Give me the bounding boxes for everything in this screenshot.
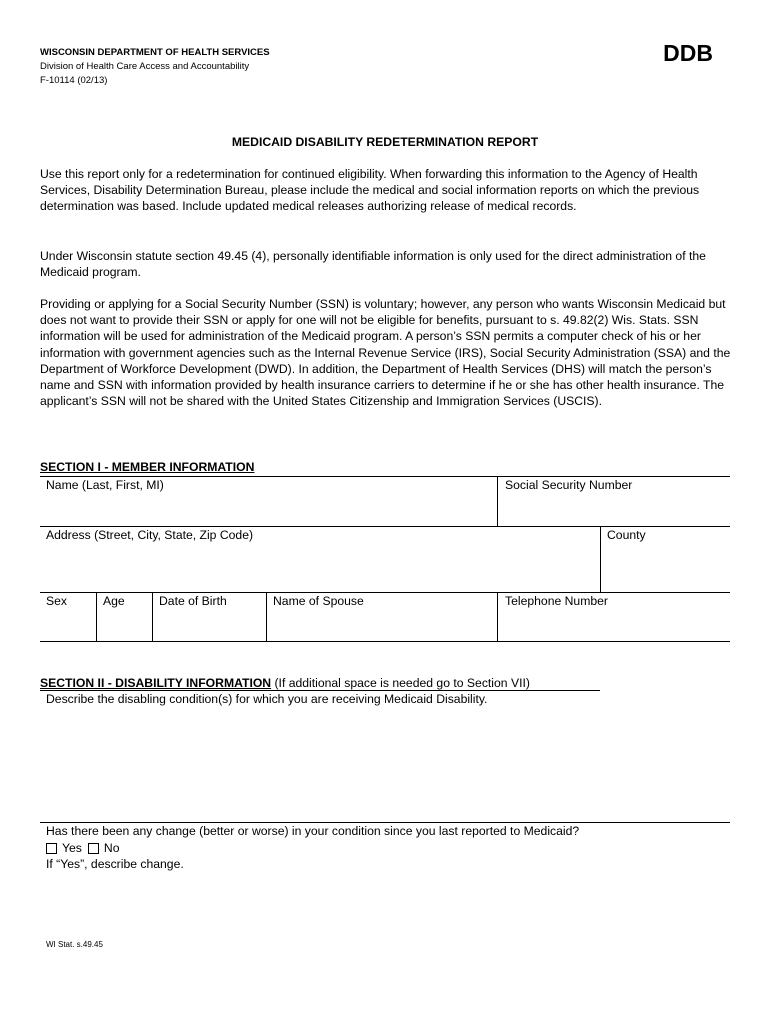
- yes-option[interactable]: [46, 841, 82, 855]
- section1-heading: SECTION I - MEMBER INFORMATION: [40, 460, 255, 474]
- section1-top-rule: [40, 476, 730, 477]
- divider: [96, 592, 97, 641]
- divider: [497, 476, 498, 526]
- section2-top-rule: [40, 690, 600, 691]
- intro-paragraph-1: Use this report only for a redetermination for continued eligibility. When forwarding this information to the Agency of Health Services, Disability Determination Bureau, please include the medical and social information reports on which the previous determination was based. Include updated medical releases authorizing release of medical records.: [40, 167, 700, 214]
- change-options: [46, 841, 125, 855]
- intro-paragraph-3: Providing or applying for a Social Security Number (SSN) is voluntary; however, any person who wants Wisconsin Medicaid but does not want to provide their SSN or apply for one will not be eligible for benefits, pursuant to s. 49.82(2) Wis. Stats. SSN information will be used for administration of the Medicaid program. A person’s SSN permits a computer check of his or her information with government agencies such as the Internal Revenue Service (IRS), Social Security Administration (SSA) and the Department of Workforce Development (DWD). In addition, the Department of Health Services (DHS) will match the person’s name and SSN with information provided by health insurance carriers to determine if he or she has other health insurance. The applicant’s SSN will not be shared with the United States Citizenship and Immigration Services (USCIS).: [40, 297, 731, 409]
- section2-note: (If additional space is needed go to Section VII): [271, 676, 530, 690]
- row-rule: [40, 526, 730, 527]
- age-field[interactable]: Age: [103, 594, 125, 608]
- divider: [152, 592, 153, 641]
- yes-label: Yes: [62, 841, 82, 855]
- county-field[interactable]: County: [607, 528, 646, 542]
- ssn-field[interactable]: Social Security Number: [505, 478, 633, 492]
- phone-field[interactable]: Telephone Number: [505, 594, 608, 608]
- intro-paragraph-2: Under Wisconsin statute section 49.45 (4), personally identifiable information is only used for the direct administration of the Medicaid program.: [40, 249, 706, 280]
- change-question: Has there been any change (better or worse) in your condition since you last reported to Medicaid?: [46, 824, 580, 838]
- yes-checkbox[interactable]: [46, 843, 57, 854]
- no-option[interactable]: [88, 841, 120, 855]
- dob-field[interactable]: Date of Birth: [159, 594, 227, 608]
- disability-description-field[interactable]: Describe the disabling condition(s) for which you are receiving Medicaid Disability.: [46, 692, 488, 706]
- form-code: DDB: [663, 40, 713, 66]
- statute-footer: WI Stat. s.49.45: [46, 940, 103, 949]
- division-name: Division of Health Care Access and Accountability: [40, 61, 250, 72]
- row-rule: [40, 592, 730, 593]
- divider: [497, 592, 498, 641]
- divider: [266, 592, 267, 641]
- section1-bottom-rule: [40, 641, 730, 642]
- row-rule: [40, 822, 730, 823]
- address-field[interactable]: Address (Street, City, State, Zip Code): [46, 528, 254, 542]
- name-field[interactable]: Name (Last, First, MI): [46, 478, 164, 492]
- spouse-field[interactable]: Name of Spouse: [273, 594, 364, 608]
- divider: [600, 526, 601, 592]
- section2-heading: SECTION II - DISABILITY INFORMATION (If additional space is needed go to Section VII): [40, 676, 530, 690]
- no-checkbox[interactable]: [88, 843, 99, 854]
- form-number: F-10114 (02/13): [40, 75, 108, 86]
- agency-name: WISCONSIN DEPARTMENT OF HEALTH SERVICES: [40, 47, 270, 58]
- sex-field[interactable]: Sex: [46, 594, 68, 608]
- agency-block: [40, 46, 270, 88]
- no-label: No: [103, 841, 120, 855]
- page-title: MEDICAID DISABILITY REDETERMINATION REPORT: [231, 135, 539, 149]
- change-description-field[interactable]: If “Yes”, describe change.: [46, 857, 184, 871]
